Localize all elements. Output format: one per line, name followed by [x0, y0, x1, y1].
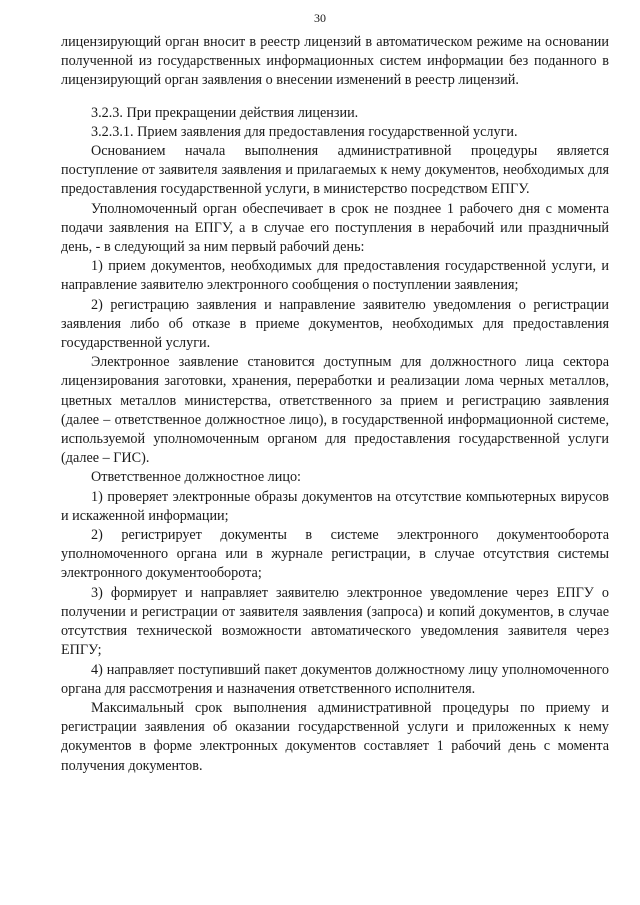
paragraph-basis: Основанием начала выполнения административной процедуры является поступление от заявителя заявления и прилагаемых к нему документов, необходимых для предоставления государственной услуги, в министерство посредством ЕПГУ. — [61, 143, 609, 198]
list-item-1: 1) прием документов, необходимых для предоставления государственной услуги, и направление заявителю электронного сообщения о поступлении заявления; — [61, 258, 609, 294]
paragraph-continuation: лицензирующий орган вносит в реестр лицензий в автоматическом режиме на основании полученной из государственных информационных систем информации без поданного в лицензирующий орган заявления о внесении изменений в реестр лицензий. — [61, 34, 609, 89]
paragraph-max-duration: Максимальный срок выполнения административной процедуры по приему и регистрации заявления об оказании государственной услуги и приложенных к нему документов в форме электронных документов составляет 1 рабочий день с момента получения документов. — [61, 699, 609, 774]
subsection-heading-3-2-3-1: 3.2.3.1. Прием заявления для предоставления государственной услуги. — [91, 123, 518, 140]
duty-item-2: 2) регистрирует документы в системе электронного документооборота уполномоченного органа или в журнале регистрации, в случае отсутствия системы электронного документооборота; — [61, 527, 609, 582]
duty-item-3: 3) формирует и направляет заявителю электронное уведомление через ЕПГУ о получении и регистрации от заявителя заявления (запроса) и копий документов, в случае отсутствия технической возможности автоматического уведомления заявителя через ЕПГУ; — [61, 584, 609, 659]
document-body — [61, 33, 609, 776]
duty-item-4: 4) направляет поступивший пакет документов должностному лицу уполномоченного органа для рассмотрения и назначения ответственного исполнителя. — [61, 661, 609, 697]
page-number: 30 — [314, 11, 326, 25]
section-heading-3-2-3: 3.2.3. При прекращении действия лицензии. — [91, 104, 359, 121]
paragraph-responsible-official: Ответственное должностное лицо: — [91, 469, 301, 486]
duty-item-1: 1) проверяет электронные образы документов на отсутствие компьютерных вирусов и искаженной информации; — [61, 488, 609, 524]
list-item-2: 2) регистрацию заявления и направление заявителю уведомления о регистрации заявления либо об отказе в приеме документов, необходимых для предоставления государственной услуги. — [61, 296, 609, 352]
paragraph-deadline: Уполномоченный орган обеспечивает в срок не позднее 1 рабочего дня с момента подачи заявления на ЕПГУ, а в случае его поступления в нерабочий или праздничный день, - в следующий за ним первый рабочий день: — [61, 200, 609, 256]
paragraph-electronic-application: Электронное заявление становится доступным для должностного лица сектора лицензирования заготовки, хранения, переработки и реализации лома черных металлов, цветных металлов министерства, ответственного за прием и регистрацию заявления (далее – ответственное должностное лицо), в государственной информационной системе, используемой уполномоченным органом для предоставления государственной услуги (далее – ГИС). — [61, 354, 609, 467]
